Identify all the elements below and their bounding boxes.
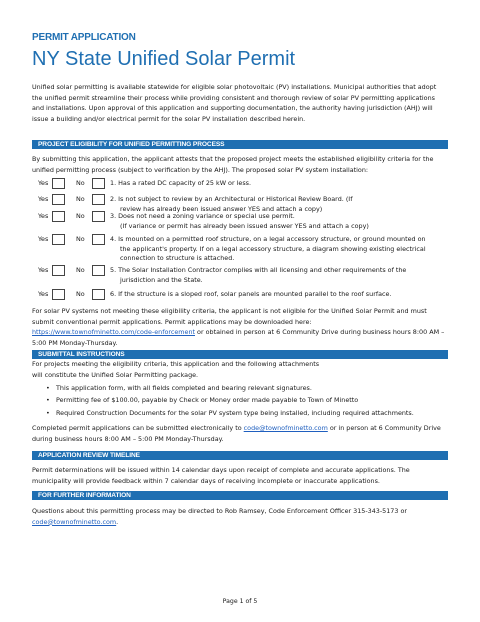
no-checkbox[interactable]: [92, 289, 105, 300]
submittal-heading: SUBMITTAL INSTRUCTIONS: [32, 350, 448, 359]
yes-checkbox[interactable]: [52, 211, 65, 222]
review-heading: APPLICATION REVIEW TIMELINE: [32, 451, 448, 460]
yes-checkbox[interactable]: [52, 265, 65, 276]
no-checkbox[interactable]: [92, 265, 105, 276]
page-title: NY State Unified Solar Permit: [32, 48, 296, 70]
criterion-text: 3. Does not need a zoning variance or special use permit. (If variance or permit has already been issued answer YES and attach a copy): [110, 212, 369, 230]
no-checkbox[interactable]: [92, 178, 105, 189]
eligibility-heading: PROJECT ELIGIBILITY FOR UNIFIED PERMITTING PROCESS: [32, 140, 448, 149]
page-kicker: PERMIT APPLICATION: [32, 32, 136, 43]
yes-label: Yes: [38, 266, 49, 274]
yes-checkbox[interactable]: [52, 178, 65, 189]
code-enforcement-link[interactable]: https://www.townofminetto.com/code-enforcement: [32, 328, 196, 337]
yes-label: Yes: [38, 195, 49, 203]
further-info-text: Questions about this permitting process may be directed to Rob Ramsey, Code Enforcement Officer 315-343-5173 or code@townofminetto.com.: [32, 507, 408, 526]
yes-label: Yes: [38, 212, 49, 220]
email-link[interactable]: code@townofminetto.com: [243, 424, 328, 432]
attachment-list: [32, 382, 448, 419]
no-label: No: [76, 235, 85, 243]
no-label: No: [76, 290, 85, 298]
no-label: No: [76, 179, 85, 187]
no-label: No: [76, 212, 85, 220]
submittal-closing: Completed permit applications can be submitted electronically to code@townofminetto.com or in person at 6 Community Drive during business hours 8:00 AM – 5:00 PM Monday-Thursday.: [32, 424, 441, 443]
criterion-text: 5. The Solar Installation Contractor complies with all licensing and other requirements of the jurisdiction and the State.: [110, 266, 407, 284]
list-item: • Permitting fee of $100.00, payable by Check or Money order made payable to Town of Minetto: [46, 396, 359, 405]
eligibility-lead: By submitting this application, the applicant attests that the proposed project meets the established eligibility criteria for the unified permitting process (subject to verification by the AHJ). The proposed solar PV system installation:: [32, 155, 434, 174]
no-label: No: [76, 195, 85, 203]
intro-paragraph: Unified solar permitting is available statewide for eligible solar photovoltaic (PV) installations. Municipal authorities that adopt the unified permit streamline their process while providing consistent and thorough review of solar PV permitting applications and installations. Upon approval of this application and supporting documentation, the authority having jurisdiction (AHJ) will issue a building and/or electrical permit for the solar PV installation described herein.: [32, 83, 437, 123]
page-number: Page 1 of 5: [222, 598, 258, 605]
yes-label: Yes: [38, 179, 49, 187]
no-checkbox[interactable]: [92, 234, 105, 245]
criterion-text: 2. Is not subject to review by an Architectural or Historical Review Board. (If review has already been issued answer YES and attach a copy): [110, 195, 353, 213]
list-item: • Required Construction Documents for the solar PV system type being installed, including required attachments.: [46, 408, 414, 417]
eligibility-note: For solar PV systems not meeting these eligibility criteria, the applicant is not eligible for the Unified Solar Permit and must submit conventional permit applications. Permit applications may be downloaded here: https://www.townofminetto.com/code-enforcement or obtained in person at 6 Community Drive during business hours 8:00 AM – 5:00 PM Monday-Thursday.: [32, 307, 445, 347]
submittal-lead: For projects meeting the eligibility criteria, this application and the following attachments will constitute the Unified Solar Permitting package.: [32, 360, 320, 379]
yes-label: Yes: [38, 290, 49, 298]
yes-label: Yes: [38, 235, 49, 243]
criterion-text: 6. If the structure is a sloped roof, solar panels are mounted parallel to the roof surface.: [110, 290, 392, 298]
criterion-text: 1. Has a rated DC capacity of 25 kW or less.: [110, 179, 252, 187]
further-info-heading: FOR FURTHER INFORMATION: [32, 491, 448, 500]
no-checkbox[interactable]: [92, 194, 105, 205]
list-item: • This application form, with all fields completed and bearing relevant signatures.: [46, 384, 312, 392]
review-text: Permit determinations will be issued within 14 calendar days upon receipt of complete and accurate applications. The municipality will provide feedback within 7 calendar days of receiving incomplete or inaccurate applications.: [32, 466, 410, 485]
no-label: No: [76, 266, 85, 274]
yes-checkbox[interactable]: [52, 194, 65, 205]
yes-checkbox[interactable]: [52, 289, 65, 300]
criterion-text: 4. Is mounted on a permitted roof structure, on a legal accessory structure, or ground mounted on the applicant's property. If on a legal accessory structure, a diagram showing existing electrical connection to structure is attached.: [110, 235, 426, 262]
yes-checkbox[interactable]: [52, 234, 65, 245]
no-checkbox[interactable]: [92, 211, 105, 222]
email-link[interactable]: code@townofminetto.com: [32, 517, 117, 526]
